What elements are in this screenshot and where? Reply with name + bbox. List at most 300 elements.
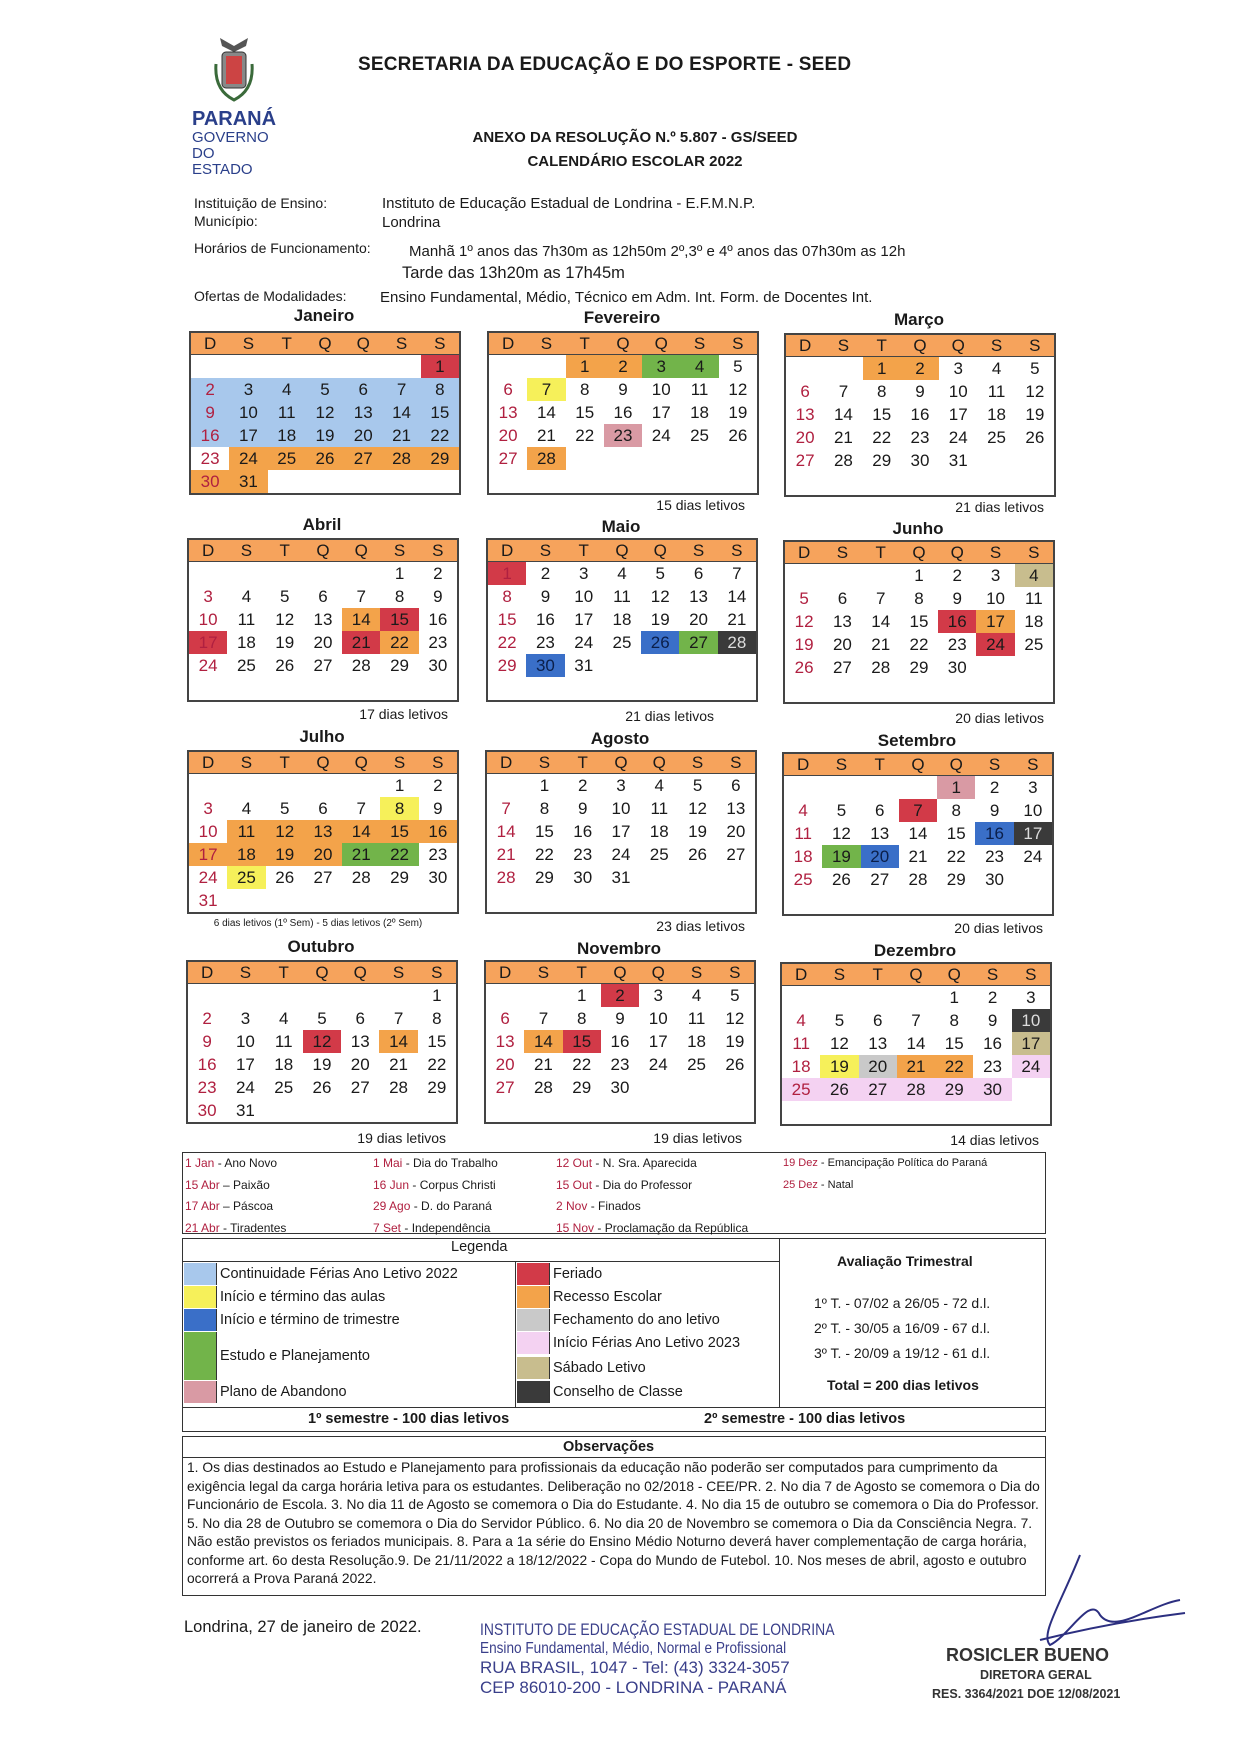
day-cell bbox=[717, 866, 755, 889]
day-cell: 4 bbox=[991, 359, 1002, 378]
month-title-março: Março bbox=[893, 310, 945, 329]
day-cell: 6 bbox=[500, 1009, 510, 1028]
day-cell: 30 bbox=[610, 1078, 630, 1097]
weekday-label: T bbox=[578, 541, 589, 560]
aval-2: 2º T. - 30/05 a 16/09 - 67 d.l. bbox=[814, 1320, 991, 1336]
day-cell: 27 bbox=[870, 870, 890, 889]
day-cell: 12 bbox=[306, 401, 344, 424]
semester-1: 1º semestre - 100 dias letivos bbox=[308, 1411, 510, 1427]
days-letivos-count: 17 dias letivos bbox=[359, 706, 448, 722]
day-cell: 7 bbox=[356, 799, 366, 818]
day-cell: 13 bbox=[689, 587, 708, 606]
day-cell bbox=[782, 986, 820, 1009]
day-cell: 27 bbox=[832, 658, 852, 677]
day-cell: 25 bbox=[687, 1055, 706, 1074]
weekday-label: Q bbox=[911, 755, 925, 774]
week-row bbox=[189, 843, 457, 866]
day-cell bbox=[379, 984, 417, 1007]
day-cell: 12 bbox=[728, 380, 748, 399]
day-cell bbox=[304, 562, 342, 585]
weekday-label: S bbox=[431, 963, 443, 982]
week-row bbox=[487, 774, 755, 797]
day-cell: 28 bbox=[496, 868, 516, 887]
day-cell: 18 bbox=[793, 847, 813, 866]
week-row bbox=[489, 424, 757, 447]
day-cell: 21 bbox=[871, 635, 891, 654]
holiday-date: 19 Dez bbox=[783, 1157, 818, 1169]
legend-swatch bbox=[184, 1263, 217, 1285]
holiday-name: - Natal bbox=[820, 1178, 854, 1191]
day-cell: 24 bbox=[229, 447, 267, 470]
day-cell: 9 bbox=[915, 382, 925, 401]
legend-item bbox=[184, 1263, 458, 1285]
day-cell: 15 bbox=[380, 608, 418, 631]
week-row bbox=[191, 355, 459, 378]
day-cell: 2 bbox=[540, 564, 551, 583]
day-cell: 3 bbox=[616, 776, 626, 795]
day-cell: 5 bbox=[799, 589, 809, 608]
day-cell: 1 bbox=[432, 986, 442, 1005]
weekday-label: S bbox=[432, 541, 444, 560]
day-cell: 5 bbox=[279, 799, 290, 818]
weekday-label: Q bbox=[318, 334, 332, 353]
week-row bbox=[488, 585, 756, 608]
day-cell: 8 bbox=[394, 587, 405, 606]
weekday-label: S bbox=[540, 334, 553, 353]
weekday-label: D bbox=[202, 541, 215, 560]
day-cell: 17 bbox=[976, 610, 1014, 633]
day-cell bbox=[226, 984, 264, 1007]
day-cell: 14 bbox=[908, 824, 928, 843]
obs-title: Observações bbox=[563, 1439, 655, 1455]
parana-coat-of-arms-icon bbox=[212, 34, 256, 106]
weekday-header bbox=[489, 333, 757, 355]
logo-governo: GOVERNO bbox=[192, 129, 269, 146]
holiday-item bbox=[556, 1196, 748, 1218]
day-cell bbox=[189, 774, 227, 797]
day-cell: 3 bbox=[642, 355, 680, 378]
day-cell bbox=[527, 355, 565, 378]
day-cell: 28 bbox=[908, 870, 928, 889]
day-cell: 13 bbox=[870, 824, 890, 843]
weekday-label: S bbox=[1027, 755, 1039, 774]
month-title-julho: Julho bbox=[299, 727, 345, 746]
day-cell: 21 bbox=[536, 426, 556, 445]
holiday-date: 2 Nov bbox=[556, 1199, 588, 1213]
weekday-label: S bbox=[729, 963, 741, 982]
day-cell: 2 bbox=[952, 566, 962, 585]
day-cell: 12 bbox=[650, 587, 670, 606]
weekday-label: S bbox=[240, 753, 253, 772]
month-calendar-abril bbox=[187, 538, 459, 702]
month-calendar-agosto bbox=[485, 750, 757, 914]
day-cell: 8 bbox=[914, 589, 924, 608]
weekday-label: S bbox=[730, 753, 742, 772]
legend-swatch bbox=[184, 1332, 217, 1380]
week-row bbox=[784, 868, 1052, 891]
week-row bbox=[189, 608, 457, 631]
weekday-label: Q bbox=[353, 963, 367, 982]
day-cell: 13 bbox=[304, 820, 342, 843]
stamp-line-3: RUA BRASIL, 1047 - Tel: (43) 3324-3057 bbox=[480, 1658, 790, 1677]
day-cell: 25 bbox=[268, 447, 306, 470]
day-cell: 8 bbox=[579, 380, 590, 399]
legend-swatch bbox=[184, 1286, 217, 1308]
day-cell: 5 bbox=[834, 1011, 845, 1030]
weekday-label: S bbox=[691, 753, 704, 772]
week-row-empty bbox=[487, 889, 755, 912]
day-cell: 8 bbox=[949, 1011, 959, 1030]
day-cell: 7 bbox=[732, 564, 742, 583]
month-title-outubro: Outubro bbox=[287, 937, 355, 956]
day-cell: 19 bbox=[725, 1032, 745, 1051]
day-cell bbox=[382, 355, 420, 378]
weekday-label: S bbox=[538, 753, 551, 772]
day-cell bbox=[419, 889, 457, 912]
holiday-date: 25 Dez bbox=[783, 1178, 818, 1191]
day-cell bbox=[862, 564, 900, 587]
day-cell: 10 bbox=[611, 799, 631, 818]
weekday-label: D bbox=[499, 963, 512, 982]
holiday-date: 15 Abr bbox=[185, 1177, 220, 1192]
day-cell bbox=[977, 449, 1015, 472]
holiday-date: 15 Nov bbox=[556, 1220, 595, 1235]
weekday-header bbox=[188, 962, 456, 984]
day-cell: 20 bbox=[495, 1055, 515, 1074]
week-row bbox=[487, 797, 755, 820]
weekday-label: D bbox=[204, 334, 217, 353]
month-calendar-novembro bbox=[484, 960, 756, 1124]
weekday-label: S bbox=[1025, 965, 1037, 984]
day-cell: 30 bbox=[526, 654, 564, 677]
holiday-item bbox=[556, 1175, 748, 1197]
week-row bbox=[486, 1053, 754, 1076]
day-cell: 20 bbox=[350, 1055, 370, 1074]
day-cell: 25 bbox=[987, 428, 1006, 447]
day-cell: 22 bbox=[380, 843, 418, 866]
weekday-header bbox=[189, 752, 457, 774]
day-cell bbox=[303, 984, 341, 1007]
legend-swatch bbox=[517, 1286, 550, 1308]
day-cell: 3 bbox=[578, 564, 589, 583]
day-cell bbox=[641, 654, 679, 677]
week-row bbox=[487, 866, 755, 889]
day-cell: 30 bbox=[191, 470, 229, 493]
day-cell: 25 bbox=[649, 845, 669, 864]
day-cell: 29 bbox=[421, 447, 459, 470]
day-cell: 27 bbox=[795, 451, 815, 470]
holidays-col-3 bbox=[556, 1153, 748, 1239]
weekday-label: Q bbox=[354, 541, 368, 560]
weekday-label: S bbox=[732, 334, 744, 353]
day-cell: 9 bbox=[952, 589, 962, 608]
legend-label: Início e término de trimestre bbox=[220, 1312, 400, 1328]
day-cell: 13 bbox=[832, 612, 852, 631]
holiday-item bbox=[556, 1153, 748, 1175]
day-cell: 18 bbox=[227, 843, 265, 866]
weekday-label: S bbox=[836, 543, 849, 562]
legend-item bbox=[184, 1286, 385, 1308]
day-cell: 24 bbox=[198, 868, 218, 887]
day-cell bbox=[379, 1099, 417, 1122]
day-cell bbox=[266, 562, 304, 585]
day-cell: 10 bbox=[651, 380, 671, 399]
weekday-label: S bbox=[393, 541, 406, 560]
signer-name: ROSICLER BUENO bbox=[946, 1645, 1110, 1665]
horarios-label bbox=[194, 240, 376, 256]
day-cell bbox=[897, 986, 935, 1009]
stamp-line-1: INSTITUTO DE EDUCAÇÃO ESTADUAL DE LONDRINA bbox=[480, 1620, 835, 1639]
holiday-date: 1 Jan bbox=[185, 1156, 215, 1170]
day-cell: 25 bbox=[236, 656, 256, 675]
day-cell: 3 bbox=[229, 378, 267, 401]
day-cell: 14 bbox=[342, 608, 380, 631]
day-cell: 11 bbox=[794, 824, 812, 843]
week-row bbox=[489, 355, 757, 378]
day-cell: 1 bbox=[566, 355, 604, 378]
day-cell: 27 bbox=[313, 868, 333, 887]
weekday-label: S bbox=[988, 755, 1001, 774]
holiday-date: 7 Set bbox=[373, 1220, 402, 1235]
day-cell: 19 bbox=[306, 424, 344, 447]
day-cell bbox=[486, 984, 524, 1007]
day-cell: 9 bbox=[540, 587, 551, 606]
week-row bbox=[188, 1099, 456, 1122]
holidays-col-1 bbox=[185, 1153, 286, 1239]
day-cell: 17 bbox=[611, 822, 631, 841]
calendar-title: CALENDÁRIO ESCOLAR 2022 bbox=[527, 153, 743, 170]
weekday-label: Q bbox=[949, 755, 963, 774]
day-cell bbox=[304, 889, 342, 912]
day-cell bbox=[719, 447, 757, 470]
day-cell: 29 bbox=[427, 1078, 447, 1097]
day-cell: 28 bbox=[382, 447, 420, 470]
holidays-col-4 bbox=[783, 1153, 987, 1196]
week-row bbox=[786, 357, 1054, 380]
holidays-col-2 bbox=[373, 1153, 498, 1239]
legend-label: Início e término das aulas bbox=[220, 1289, 386, 1305]
day-cell: 17 bbox=[1014, 822, 1052, 845]
day-cell: 23 bbox=[983, 1057, 1002, 1076]
weekday-label: S bbox=[986, 965, 999, 984]
day-cell: 19 bbox=[1025, 405, 1045, 424]
day-cell: 27 bbox=[350, 1078, 370, 1097]
day-cell: 26 bbox=[312, 1078, 332, 1097]
day-cell: 15 bbox=[427, 1032, 447, 1051]
holiday-name: - Independência bbox=[404, 1220, 491, 1235]
day-cell bbox=[227, 562, 265, 585]
day-cell: 16 bbox=[938, 610, 976, 633]
day-cell bbox=[1014, 868, 1052, 891]
holiday-name: – Paixão bbox=[223, 1177, 270, 1192]
day-cell: 11 bbox=[227, 820, 265, 843]
day-cell: 16 bbox=[573, 822, 593, 841]
day-cell: 6 bbox=[837, 589, 848, 608]
day-cell: 3 bbox=[1028, 778, 1038, 797]
day-cell: 26 bbox=[641, 631, 679, 654]
day-cell: 1 bbox=[576, 986, 587, 1005]
weekday-header bbox=[487, 752, 755, 774]
day-cell: 23 bbox=[197, 1078, 217, 1097]
day-cell: 1 bbox=[949, 988, 959, 1007]
weekday-label: D bbox=[202, 753, 215, 772]
holidays-list bbox=[182, 1152, 1046, 1234]
holiday-item bbox=[556, 1218, 748, 1240]
day-cell: 23 bbox=[910, 428, 930, 447]
day-cell: 24 bbox=[976, 633, 1014, 656]
week-row bbox=[786, 403, 1054, 426]
day-cell: 11 bbox=[268, 401, 306, 424]
day-cell: 27 bbox=[344, 447, 382, 470]
day-cell: 9 bbox=[191, 401, 229, 424]
day-cell: 25 bbox=[612, 633, 632, 652]
day-cell: 24 bbox=[1023, 847, 1043, 866]
day-cell: 10 bbox=[198, 610, 218, 629]
day-cell bbox=[824, 357, 862, 380]
month-calendar-março bbox=[784, 333, 1056, 497]
day-cell: 16 bbox=[191, 424, 229, 447]
day-cell: 22 bbox=[572, 1055, 592, 1074]
day-cell bbox=[899, 776, 937, 799]
holiday-date: 12 Out bbox=[556, 1156, 593, 1170]
logo-estado: DO ESTADO bbox=[192, 145, 253, 178]
week-row bbox=[489, 378, 757, 401]
day-cell bbox=[227, 889, 265, 912]
day-cell: 6 bbox=[731, 776, 741, 795]
day-cell: 21 bbox=[342, 843, 380, 866]
weekday-label: D bbox=[799, 336, 812, 355]
weekday-label: Q bbox=[950, 543, 964, 562]
day-cell: 6 bbox=[355, 1009, 365, 1028]
weekday-label: D bbox=[798, 543, 811, 562]
day-cell: 6 bbox=[800, 382, 810, 401]
month-title-janeiro: Janeiro bbox=[293, 306, 355, 325]
day-cell: 15 bbox=[946, 824, 966, 843]
day-cell: 15 bbox=[909, 612, 929, 631]
day-cell: 10 bbox=[198, 822, 218, 841]
day-cell: 23 bbox=[985, 847, 1004, 866]
weekday-label: Q bbox=[316, 753, 330, 772]
day-cell: 2 bbox=[202, 1009, 212, 1028]
ofertas-label: Ofertas de Modalidades: bbox=[194, 288, 347, 304]
day-cell: 22 bbox=[935, 1055, 973, 1078]
day-cell bbox=[188, 984, 226, 1007]
weekday-label: Q bbox=[356, 334, 370, 353]
legend-item bbox=[184, 1332, 370, 1380]
day-cell: 4 bbox=[654, 776, 664, 795]
day-cell: 3 bbox=[653, 986, 663, 1005]
weekday-label: Q bbox=[651, 963, 665, 982]
day-cell: 2 bbox=[433, 776, 443, 795]
weekday-label: T bbox=[577, 753, 588, 772]
weekday-label: D bbox=[500, 753, 513, 772]
legend-item bbox=[517, 1381, 683, 1403]
instituicao-value: Instituto de Educação Estadual de Londrina - E.F.M.N.P. bbox=[382, 195, 756, 212]
weekday-label: Q bbox=[913, 336, 927, 355]
legend-item bbox=[184, 1309, 400, 1331]
weekday-label: S bbox=[731, 541, 743, 560]
month-calendar-junho bbox=[783, 540, 1055, 704]
day-cell: 28 bbox=[351, 868, 371, 887]
day-cell: 23 bbox=[200, 449, 220, 468]
holiday-item bbox=[783, 1153, 987, 1175]
weekday-label: S bbox=[837, 336, 850, 355]
month-calendar-janeiro bbox=[189, 331, 461, 495]
day-cell: 27 bbox=[726, 845, 746, 864]
day-cell: 18 bbox=[236, 633, 256, 652]
holiday-name: - Corpus Christi bbox=[412, 1177, 496, 1192]
weekday-header bbox=[784, 754, 1052, 776]
legend-label: Fechamento do ano letivo bbox=[553, 1312, 720, 1328]
day-cell: 10 bbox=[229, 401, 267, 424]
month-calendar-dezembro bbox=[780, 962, 1052, 1126]
weekday-label: Q bbox=[613, 963, 627, 982]
week-row bbox=[188, 1053, 456, 1076]
day-cell: 30 bbox=[973, 1078, 1011, 1101]
weekday-header bbox=[191, 333, 459, 355]
day-cell: 2 bbox=[577, 776, 588, 795]
month-calendar-julho bbox=[187, 750, 459, 914]
day-cell: 29 bbox=[572, 1078, 592, 1097]
weekday-label: S bbox=[835, 755, 848, 774]
day-cell bbox=[306, 470, 344, 493]
day-cell: 22 bbox=[421, 424, 459, 447]
semester-2: 2º semestre - 100 dias letivos bbox=[704, 1411, 906, 1427]
week-row-empty bbox=[489, 470, 757, 493]
month-calendar-outubro bbox=[186, 960, 458, 1124]
day-cell: 18 bbox=[690, 403, 709, 422]
week-row bbox=[188, 984, 456, 1007]
day-cell: 11 bbox=[987, 382, 1006, 401]
day-cell: 31 bbox=[235, 1101, 255, 1120]
days-letivos-count: 19 dias letivos bbox=[357, 1130, 446, 1146]
day-cell: 18 bbox=[791, 1057, 811, 1076]
days-letivos-count: 19 dias letivos bbox=[653, 1130, 742, 1146]
day-cell: 7 bbox=[527, 378, 565, 401]
day-cell: 27 bbox=[859, 1078, 897, 1101]
holiday-date: 15 Out bbox=[556, 1177, 593, 1192]
day-cell bbox=[380, 889, 418, 912]
weekday-header bbox=[786, 335, 1054, 357]
day-cell: 4 bbox=[268, 378, 306, 401]
day-cell bbox=[487, 774, 525, 797]
day-cell: 17 bbox=[651, 403, 671, 422]
day-cell: 29 bbox=[390, 868, 409, 887]
days-letivos-count: 23 dias letivos bbox=[656, 918, 745, 934]
weekday-label: S bbox=[242, 334, 255, 353]
day-cell: 29 bbox=[946, 870, 966, 889]
week-row bbox=[489, 447, 757, 470]
week-row bbox=[191, 447, 459, 470]
day-cell: 5 bbox=[733, 357, 743, 376]
week-row bbox=[782, 1055, 1050, 1078]
day-cell: 21 bbox=[533, 1055, 553, 1074]
legend-box bbox=[182, 1238, 1046, 1432]
weekday-label: D bbox=[501, 541, 514, 560]
month-title-dezembro: Dezembro bbox=[873, 941, 957, 960]
day-cell: 3 bbox=[203, 587, 213, 606]
holiday-name: - Ano Novo bbox=[217, 1156, 278, 1170]
weekday-label: Q bbox=[947, 965, 961, 984]
day-cell bbox=[603, 654, 641, 677]
week-row bbox=[188, 1007, 456, 1030]
day-cell: 6 bbox=[503, 380, 513, 399]
weekday-label: T bbox=[876, 336, 887, 355]
day-cell: 13 bbox=[498, 403, 518, 422]
aval-3: 3º T. - 20/09 a 19/12 - 61 d.l. bbox=[814, 1345, 991, 1361]
day-cell bbox=[265, 1099, 303, 1122]
day-cell: 12 bbox=[794, 612, 814, 631]
